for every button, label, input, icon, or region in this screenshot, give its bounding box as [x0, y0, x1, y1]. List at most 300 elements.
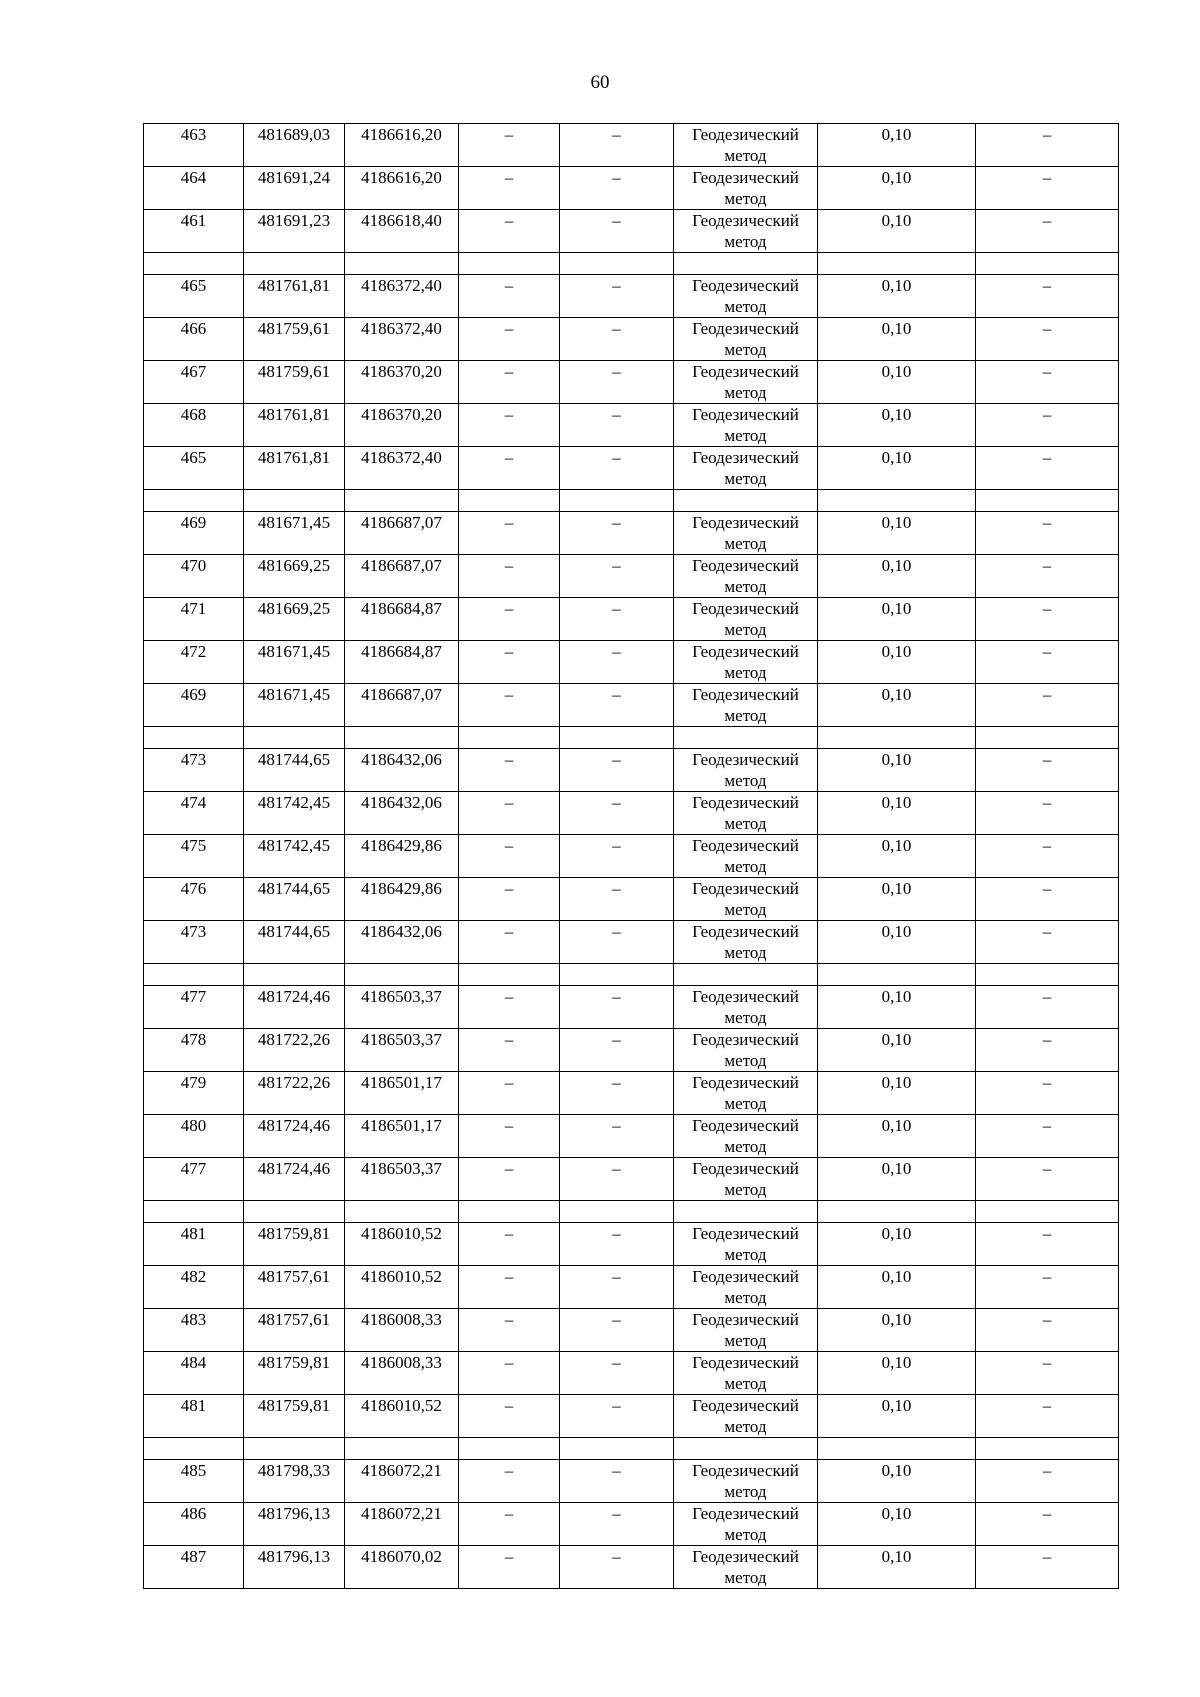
empty-cell: [976, 490, 1119, 512]
empty-cell: [818, 964, 976, 986]
point-number-cell: 467: [144, 361, 244, 404]
empty-cell: [818, 253, 976, 275]
point-number-cell: 465: [144, 447, 244, 490]
dash-cell: –: [560, 1029, 674, 1072]
method-cell: Геодезический метод: [674, 1309, 818, 1352]
table-row: [144, 1395, 1119, 1438]
empty-cell: [345, 253, 459, 275]
x-coordinate-cell: 481761,81: [244, 275, 345, 318]
method-cell: Геодезический метод: [674, 1266, 818, 1309]
accuracy-cell: 0,10: [818, 878, 976, 921]
x-coordinate-cell: 481744,65: [244, 921, 345, 964]
point-number-cell: 477: [144, 1158, 244, 1201]
empty-cell: [976, 253, 1119, 275]
y-coordinate-cell: 4186072,21: [345, 1503, 459, 1546]
table-row: [144, 1266, 1119, 1309]
y-coordinate-cell: 4186432,06: [345, 749, 459, 792]
point-number-cell: 475: [144, 835, 244, 878]
method-cell: Геодезический метод: [674, 447, 818, 490]
x-coordinate-cell: 481796,13: [244, 1503, 345, 1546]
dash-cell: –: [459, 1352, 560, 1395]
coordinates-table: [143, 123, 1119, 1589]
table-row: [144, 512, 1119, 555]
dash-cell: –: [459, 792, 560, 835]
accuracy-cell: 0,10: [818, 1460, 976, 1503]
table-row: [144, 1503, 1119, 1546]
empty-cell: [244, 1438, 345, 1460]
empty-cell: [345, 490, 459, 512]
point-number-cell: 483: [144, 1309, 244, 1352]
accuracy-cell: 0,10: [818, 1309, 976, 1352]
accuracy-cell: 0,10: [818, 512, 976, 555]
point-number-cell: 468: [144, 404, 244, 447]
dash-cell: –: [560, 1158, 674, 1201]
dash-cell: –: [560, 749, 674, 792]
y-coordinate-cell: 4186372,40: [345, 275, 459, 318]
accuracy-cell: 0,10: [818, 1503, 976, 1546]
method-cell: Геодезический метод: [674, 1546, 818, 1589]
point-number-cell: 481: [144, 1395, 244, 1438]
point-number-cell: 484: [144, 1352, 244, 1395]
accuracy-cell: 0,10: [818, 404, 976, 447]
dash-cell: –: [976, 749, 1119, 792]
dash-cell: –: [560, 835, 674, 878]
dash-cell: –: [459, 835, 560, 878]
empty-cell: [144, 1201, 244, 1223]
point-number-cell: 470: [144, 555, 244, 598]
dash-cell: –: [560, 167, 674, 210]
dash-cell: –: [976, 1029, 1119, 1072]
empty-cell: [244, 727, 345, 749]
method-cell: Геодезический метод: [674, 1115, 818, 1158]
table-row: [144, 555, 1119, 598]
dash-cell: –: [459, 921, 560, 964]
x-coordinate-cell: 481759,61: [244, 361, 345, 404]
empty-cell: [459, 727, 560, 749]
table-row: [144, 749, 1119, 792]
dash-cell: –: [976, 878, 1119, 921]
x-coordinate-cell: 481724,46: [244, 1158, 345, 1201]
y-coordinate-cell: 4186008,33: [345, 1309, 459, 1352]
accuracy-cell: 0,10: [818, 792, 976, 835]
table-row: [144, 1029, 1119, 1072]
accuracy-cell: 0,10: [818, 1352, 976, 1395]
dash-cell: –: [459, 1223, 560, 1266]
dash-cell: –: [976, 835, 1119, 878]
dash-cell: –: [976, 1309, 1119, 1352]
y-coordinate-cell: 4186503,37: [345, 986, 459, 1029]
x-coordinate-cell: 481742,45: [244, 792, 345, 835]
empty-cell: [560, 253, 674, 275]
empty-cell: [244, 1201, 345, 1223]
dash-cell: –: [976, 1395, 1119, 1438]
method-cell: Геодезический метод: [674, 921, 818, 964]
dash-cell: –: [459, 512, 560, 555]
dash-cell: –: [560, 878, 674, 921]
accuracy-cell: 0,10: [818, 1072, 976, 1115]
method-cell: Геодезический метод: [674, 1158, 818, 1201]
empty-cell: [976, 1201, 1119, 1223]
dash-cell: –: [560, 1546, 674, 1589]
dash-cell: –: [560, 1309, 674, 1352]
dash-cell: –: [560, 447, 674, 490]
point-number-cell: 476: [144, 878, 244, 921]
point-number-cell: 469: [144, 684, 244, 727]
dash-cell: –: [560, 512, 674, 555]
x-coordinate-cell: 481757,61: [244, 1266, 345, 1309]
dash-cell: –: [976, 1072, 1119, 1115]
point-number-cell: 486: [144, 1503, 244, 1546]
dash-cell: –: [459, 749, 560, 792]
empty-cell: [144, 964, 244, 986]
empty-cell: [976, 1438, 1119, 1460]
method-cell: Геодезический метод: [674, 1072, 818, 1115]
dash-cell: –: [560, 1266, 674, 1309]
dash-cell: –: [560, 598, 674, 641]
x-coordinate-cell: 481742,45: [244, 835, 345, 878]
accuracy-cell: 0,10: [818, 167, 976, 210]
dash-cell: –: [560, 404, 674, 447]
table-row: [144, 684, 1119, 727]
accuracy-cell: 0,10: [818, 986, 976, 1029]
dash-cell: –: [560, 921, 674, 964]
table-row: [144, 210, 1119, 253]
x-coordinate-cell: 481724,46: [244, 1115, 345, 1158]
method-cell: Геодезический метод: [674, 210, 818, 253]
empty-cell: [818, 727, 976, 749]
method-cell: Геодезический метод: [674, 167, 818, 210]
y-coordinate-cell: 4186370,20: [345, 404, 459, 447]
dash-cell: –: [976, 167, 1119, 210]
point-number-cell: 473: [144, 921, 244, 964]
y-coordinate-cell: 4186616,20: [345, 124, 459, 167]
table-row: [144, 1072, 1119, 1115]
separator-row: [144, 253, 1119, 275]
dash-cell: –: [560, 684, 674, 727]
empty-cell: [144, 490, 244, 512]
empty-cell: [144, 1438, 244, 1460]
table-row: [144, 275, 1119, 318]
empty-cell: [976, 964, 1119, 986]
table-row: [144, 124, 1119, 167]
dash-cell: –: [976, 986, 1119, 1029]
method-cell: Геодезический метод: [674, 684, 818, 727]
x-coordinate-cell: 481759,81: [244, 1352, 345, 1395]
method-cell: Геодезический метод: [674, 1503, 818, 1546]
dash-cell: –: [560, 555, 674, 598]
method-cell: Геодезический метод: [674, 598, 818, 641]
empty-cell: [345, 727, 459, 749]
dash-cell: –: [459, 404, 560, 447]
x-coordinate-cell: 481671,45: [244, 641, 345, 684]
method-cell: Геодезический метод: [674, 792, 818, 835]
y-coordinate-cell: 4186687,07: [345, 684, 459, 727]
method-cell: Геодезический метод: [674, 749, 818, 792]
method-cell: Геодезический метод: [674, 404, 818, 447]
dash-cell: –: [560, 1503, 674, 1546]
y-coordinate-cell: 4186616,20: [345, 167, 459, 210]
point-number-cell: 479: [144, 1072, 244, 1115]
dash-cell: –: [976, 361, 1119, 404]
empty-cell: [459, 253, 560, 275]
empty-cell: [459, 964, 560, 986]
empty-cell: [459, 1438, 560, 1460]
point-number-cell: 473: [144, 749, 244, 792]
table-row: [144, 404, 1119, 447]
dash-cell: –: [459, 167, 560, 210]
table-row: [144, 447, 1119, 490]
dash-cell: –: [459, 1503, 560, 1546]
method-cell: Геодезический метод: [674, 1352, 818, 1395]
point-number-cell: 472: [144, 641, 244, 684]
dash-cell: –: [976, 1223, 1119, 1266]
empty-cell: [560, 490, 674, 512]
table-row: [144, 1158, 1119, 1201]
empty-cell: [144, 727, 244, 749]
y-coordinate-cell: 4186010,52: [345, 1395, 459, 1438]
x-coordinate-cell: 481724,46: [244, 986, 345, 1029]
y-coordinate-cell: 4186370,20: [345, 361, 459, 404]
method-cell: Геодезический метод: [674, 986, 818, 1029]
y-coordinate-cell: 4186429,86: [345, 878, 459, 921]
x-coordinate-cell: 481669,25: [244, 555, 345, 598]
y-coordinate-cell: 4186687,07: [345, 555, 459, 598]
point-number-cell: 469: [144, 512, 244, 555]
x-coordinate-cell: 481722,26: [244, 1072, 345, 1115]
x-coordinate-cell: 481757,61: [244, 1309, 345, 1352]
table-row: [144, 835, 1119, 878]
dash-cell: –: [459, 878, 560, 921]
point-number-cell: 480: [144, 1115, 244, 1158]
y-coordinate-cell: 4186501,17: [345, 1115, 459, 1158]
accuracy-cell: 0,10: [818, 1266, 976, 1309]
dash-cell: –: [560, 124, 674, 167]
method-cell: Геодезический метод: [674, 878, 818, 921]
dash-cell: –: [459, 1460, 560, 1503]
dash-cell: –: [976, 684, 1119, 727]
point-number-cell: 465: [144, 275, 244, 318]
dash-cell: –: [560, 1115, 674, 1158]
dash-cell: –: [459, 1072, 560, 1115]
accuracy-cell: 0,10: [818, 1395, 976, 1438]
x-coordinate-cell: 481744,65: [244, 878, 345, 921]
point-number-cell: 466: [144, 318, 244, 361]
accuracy-cell: 0,10: [818, 124, 976, 167]
dash-cell: –: [459, 1546, 560, 1589]
separator-row: [144, 490, 1119, 512]
table-row: [144, 167, 1119, 210]
dash-cell: –: [560, 1352, 674, 1395]
empty-cell: [674, 964, 818, 986]
method-cell: Геодезический метод: [674, 318, 818, 361]
dash-cell: –: [459, 1158, 560, 1201]
x-coordinate-cell: 481796,13: [244, 1546, 345, 1589]
separator-row: [144, 1201, 1119, 1223]
dash-cell: –: [459, 684, 560, 727]
empty-cell: [244, 253, 345, 275]
point-number-cell: 482: [144, 1266, 244, 1309]
table-row: [144, 1546, 1119, 1589]
table-row: [144, 641, 1119, 684]
dash-cell: –: [459, 1309, 560, 1352]
empty-cell: [244, 964, 345, 986]
empty-cell: [244, 490, 345, 512]
method-cell: Геодезический метод: [674, 124, 818, 167]
x-coordinate-cell: 481798,33: [244, 1460, 345, 1503]
table-row: [144, 1309, 1119, 1352]
dash-cell: –: [976, 641, 1119, 684]
point-number-cell: 464: [144, 167, 244, 210]
table-row: [144, 1460, 1119, 1503]
point-number-cell: 474: [144, 792, 244, 835]
y-coordinate-cell: 4186684,87: [345, 641, 459, 684]
separator-row: [144, 727, 1119, 749]
x-coordinate-cell: 481671,45: [244, 684, 345, 727]
dash-cell: –: [976, 1158, 1119, 1201]
dash-cell: –: [560, 210, 674, 253]
empty-cell: [459, 1201, 560, 1223]
accuracy-cell: 0,10: [818, 318, 976, 361]
y-coordinate-cell: 4186687,07: [345, 512, 459, 555]
x-coordinate-cell: 481722,26: [244, 1029, 345, 1072]
dash-cell: –: [976, 124, 1119, 167]
dash-cell: –: [976, 275, 1119, 318]
dash-cell: –: [976, 1546, 1119, 1589]
dash-cell: –: [459, 361, 560, 404]
table-row: [144, 921, 1119, 964]
dash-cell: –: [459, 598, 560, 641]
dash-cell: –: [459, 275, 560, 318]
table-row: [144, 1223, 1119, 1266]
empty-cell: [976, 727, 1119, 749]
accuracy-cell: 0,10: [818, 1546, 976, 1589]
y-coordinate-cell: 4186372,40: [345, 318, 459, 361]
table-row: [144, 361, 1119, 404]
y-coordinate-cell: 4186008,33: [345, 1352, 459, 1395]
x-coordinate-cell: 481689,03: [244, 124, 345, 167]
dash-cell: –: [560, 641, 674, 684]
x-coordinate-cell: 481691,23: [244, 210, 345, 253]
dash-cell: –: [459, 555, 560, 598]
table-row: [144, 878, 1119, 921]
accuracy-cell: 0,10: [818, 641, 976, 684]
empty-cell: [345, 964, 459, 986]
empty-cell: [459, 490, 560, 512]
dash-cell: –: [976, 1460, 1119, 1503]
y-coordinate-cell: 4186503,37: [345, 1029, 459, 1072]
empty-cell: [818, 1438, 976, 1460]
accuracy-cell: 0,10: [818, 1158, 976, 1201]
y-coordinate-cell: 4186072,21: [345, 1460, 459, 1503]
point-number-cell: 478: [144, 1029, 244, 1072]
accuracy-cell: 0,10: [818, 361, 976, 404]
empty-cell: [560, 964, 674, 986]
method-cell: Геодезический метод: [674, 361, 818, 404]
separator-row: [144, 964, 1119, 986]
x-coordinate-cell: 481761,81: [244, 404, 345, 447]
empty-cell: [674, 1201, 818, 1223]
y-coordinate-cell: 4186429,86: [345, 835, 459, 878]
point-number-cell: 461: [144, 210, 244, 253]
accuracy-cell: 0,10: [818, 555, 976, 598]
table-row: [144, 1352, 1119, 1395]
dash-cell: –: [560, 1072, 674, 1115]
dash-cell: –: [976, 447, 1119, 490]
empty-cell: [674, 253, 818, 275]
dash-cell: –: [459, 210, 560, 253]
dash-cell: –: [976, 512, 1119, 555]
accuracy-cell: 0,10: [818, 1029, 976, 1072]
dash-cell: –: [976, 1115, 1119, 1158]
empty-cell: [674, 1438, 818, 1460]
dash-cell: –: [976, 1352, 1119, 1395]
dash-cell: –: [459, 1395, 560, 1438]
point-number-cell: 485: [144, 1460, 244, 1503]
dash-cell: –: [459, 318, 560, 361]
empty-cell: [674, 727, 818, 749]
dash-cell: –: [560, 1223, 674, 1266]
point-number-cell: 487: [144, 1546, 244, 1589]
table-row: [144, 1115, 1119, 1158]
dash-cell: –: [560, 986, 674, 1029]
empty-cell: [818, 1201, 976, 1223]
dash-cell: –: [459, 1115, 560, 1158]
accuracy-cell: 0,10: [818, 598, 976, 641]
table-row: [144, 598, 1119, 641]
accuracy-cell: 0,10: [818, 684, 976, 727]
dash-cell: –: [976, 1503, 1119, 1546]
x-coordinate-cell: 481759,81: [244, 1395, 345, 1438]
method-cell: Геодезический метод: [674, 555, 818, 598]
dash-cell: –: [459, 641, 560, 684]
x-coordinate-cell: 481759,61: [244, 318, 345, 361]
dash-cell: –: [459, 1029, 560, 1072]
dash-cell: –: [560, 318, 674, 361]
method-cell: Геодезический метод: [674, 1223, 818, 1266]
dash-cell: –: [976, 1266, 1119, 1309]
y-coordinate-cell: 4186070,02: [345, 1546, 459, 1589]
method-cell: Геодезический метод: [674, 1460, 818, 1503]
x-coordinate-cell: 481691,24: [244, 167, 345, 210]
accuracy-cell: 0,10: [818, 1223, 976, 1266]
empty-cell: [560, 1438, 674, 1460]
method-cell: Геодезический метод: [674, 1029, 818, 1072]
point-number-cell: 477: [144, 986, 244, 1029]
empty-cell: [560, 1201, 674, 1223]
x-coordinate-cell: 481671,45: [244, 512, 345, 555]
point-number-cell: 463: [144, 124, 244, 167]
x-coordinate-cell: 481744,65: [244, 749, 345, 792]
empty-cell: [144, 253, 244, 275]
dash-cell: –: [976, 921, 1119, 964]
empty-cell: [818, 490, 976, 512]
dash-cell: –: [459, 447, 560, 490]
dash-cell: –: [459, 986, 560, 1029]
coordinates-table-body: [144, 124, 1119, 1589]
dash-cell: –: [560, 361, 674, 404]
accuracy-cell: 0,10: [818, 447, 976, 490]
point-number-cell: 481: [144, 1223, 244, 1266]
dash-cell: –: [560, 1395, 674, 1438]
y-coordinate-cell: 4186503,37: [345, 1158, 459, 1201]
empty-cell: [560, 727, 674, 749]
y-coordinate-cell: 4186684,87: [345, 598, 459, 641]
separator-row: [144, 1438, 1119, 1460]
y-coordinate-cell: 4186432,06: [345, 921, 459, 964]
y-coordinate-cell: 4186372,40: [345, 447, 459, 490]
method-cell: Геодезический метод: [674, 641, 818, 684]
dash-cell: –: [560, 792, 674, 835]
